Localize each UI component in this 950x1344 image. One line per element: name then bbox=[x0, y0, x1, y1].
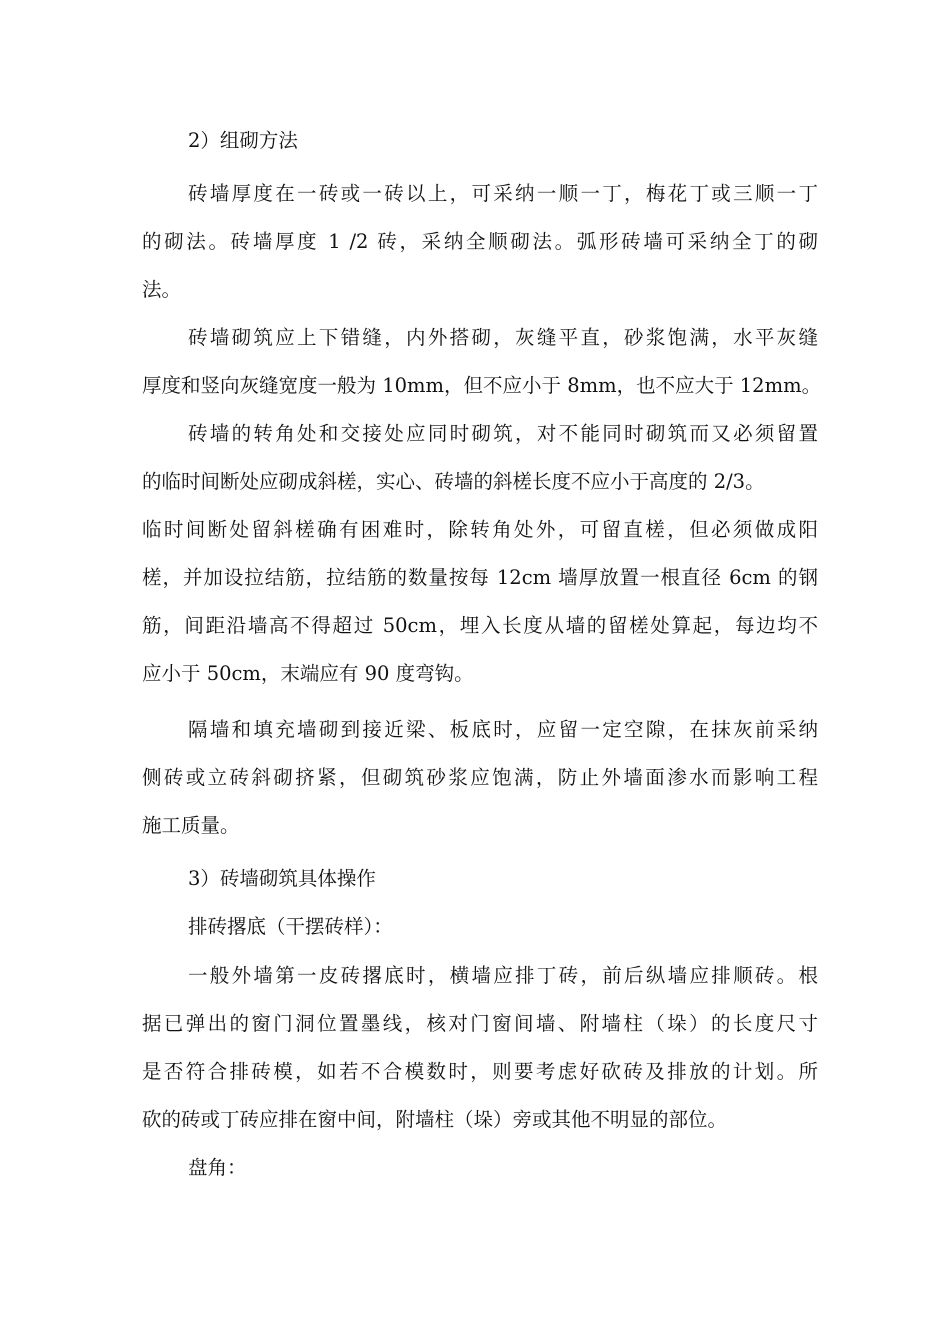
heading-text: 2）组砌方法 bbox=[188, 129, 298, 152]
paragraph-line: 砖墙的转角处和交接处应同时砌筑，对不能同时砌筑而又必须留置 bbox=[188, 422, 818, 445]
paragraph-line: 施工质量。 bbox=[142, 814, 240, 837]
paragraph-line: 一般外墙第一皮砖撂底时，横墙应排丁砖，前后纵墙应排顺砖。根 bbox=[188, 964, 818, 987]
paragraph-line: 砍的砖或丁砖应排在窗中间，附墙柱（垛）旁或其他不明显的部位。 bbox=[142, 1108, 728, 1131]
paragraph-line: 的砌法。砖墙厚度 1 /2 砖，采纳全顺砌法。弧形砖墙可采纳全丁的砌 bbox=[142, 230, 818, 253]
paragraph-line: 砖墙砌筑应上下错缝，内外搭砌，灰缝平直，砂浆饱满，水平灰缝 bbox=[188, 326, 818, 349]
subheading-text: 盘角： bbox=[188, 1156, 247, 1179]
paragraph-line: 的临时间断处应砌成斜槎，实心、砖墙的斜槎长度不应小于高度的 2/3。 bbox=[142, 470, 765, 493]
paragraph-line: 是否符合排砖模，如若不合模数时，则要考虑好砍砖及排放的计划。所 bbox=[142, 1060, 818, 1083]
heading-text: 3）砖墙砌筑具体操作 bbox=[188, 867, 376, 890]
paragraph-line: 侧砖或立砖斜砌挤紧，但砌筑砂浆应饱满，防止外墙面渗水而影响工程 bbox=[142, 766, 818, 789]
paragraph-line: 据已弹出的窗门洞位置墨线，核对门窗间墙、附墙柱（垛）的长度尺寸 bbox=[142, 1012, 818, 1035]
paragraph-line: 隔墙和填充墙砌到接近梁、板底时，应留一定空隙，在抹灰前采纳 bbox=[188, 718, 818, 741]
subheading-text: 排砖撂底（干摆砖样）： bbox=[188, 915, 393, 938]
paragraph-line: 临时间断处留斜槎确有困难时，除转角处外，可留直槎，但必须做成阳 bbox=[142, 518, 818, 541]
paragraph-line: 槎，并加设拉结筋，拉结筋的数量按每 12cm 墙厚放置一根直径 6cm 的钢 bbox=[142, 566, 818, 589]
paragraph-line: 应小于 50cm，末端应有 90 度弯钩。 bbox=[142, 662, 474, 685]
paragraph-line: 厚度和竖向灰缝宽度一般为 10mm，但不应小于 8mm，也不应大于 12mm。 bbox=[142, 374, 822, 397]
paragraph-line: 法。 bbox=[142, 278, 182, 301]
paragraph-line: 筋，间距沿墙高不得超过 50cm，埋入长度从墙的留槎处算起，每边均不 bbox=[142, 614, 818, 637]
paragraph-line: 砖墙厚度在一砖或一砖以上，可采纳一顺一丁，梅花丁或三顺一丁 bbox=[188, 182, 818, 205]
